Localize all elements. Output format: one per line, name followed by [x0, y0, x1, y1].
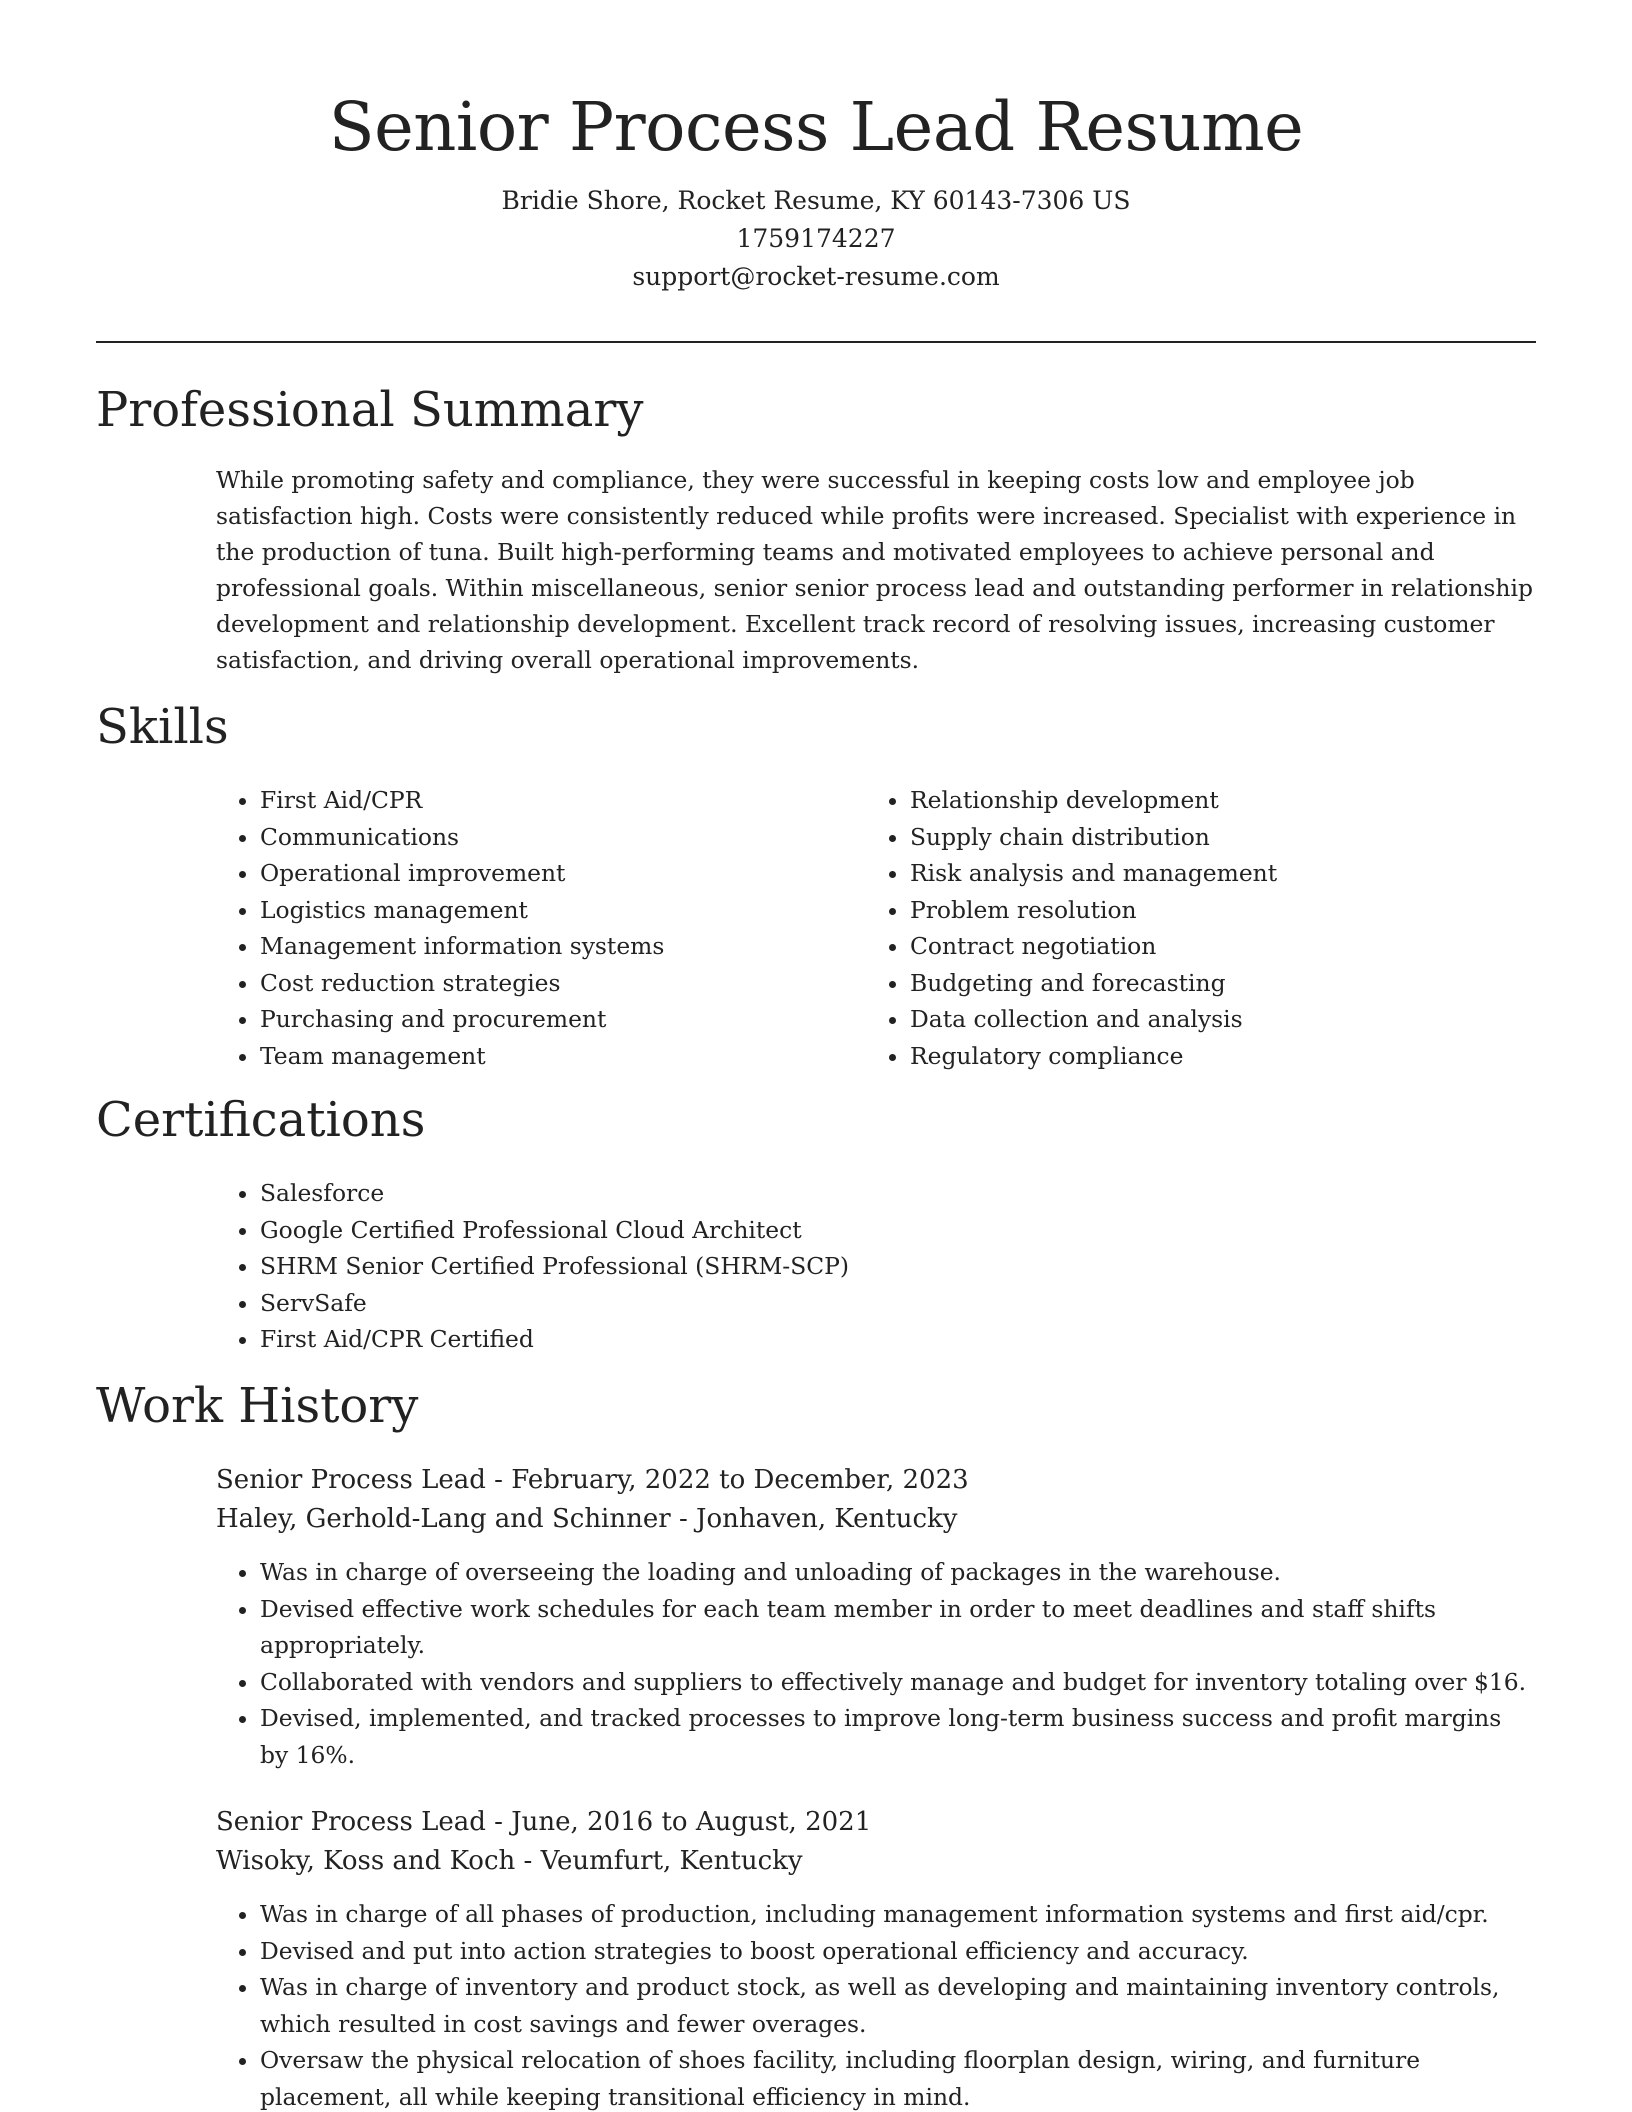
skills-column-right	[866, 782, 1506, 1074]
job-company-line	[216, 1842, 1536, 1881]
job-bullet: • Devised and put into action strategies to boost operational efficiency and accuracy.	[260, 1933, 1536, 1970]
summary-heading: Professional Summary	[96, 382, 644, 438]
skill-item: • First Aid/CPR	[260, 782, 856, 819]
skill-item: • Communications	[260, 819, 856, 856]
skill-item: • Regulatory compliance	[910, 1038, 1506, 1075]
skill-item: • Supply chain distribution	[910, 819, 1506, 856]
skill-item: • Cost reduction strategies	[260, 965, 856, 1002]
skill-item: • Budgeting and forecasting	[910, 965, 1506, 1002]
job-separator: -	[678, 1504, 697, 1534]
certification-item: • First Aid/CPR Certified	[260, 1321, 1536, 1358]
job-title-line	[216, 1803, 1536, 1842]
job-bullets	[216, 1896, 1536, 2112]
job-title-line	[216, 1461, 1536, 1500]
skill-item: • Operational improvement	[260, 855, 856, 892]
job-location: Veumfurt, Kentucky	[540, 1846, 803, 1876]
job-bullet: • Was in charge of overseeing the loading and unloading of packages in the warehouse.	[260, 1554, 1536, 1591]
summary-text: While promoting safety and compliance, they were successful in keeping costs low and employee job satisfaction high. Costs were consistently reduced while profits were increased. Specialist with experience in the production of tuna. Built high-performing teams and motivated employees to achieve personal and professional goals. Within miscellaneous, senior senior process lead and outstanding performer in relationship development and relationship development. Excellent track record of resolving issues, increasing customer satisfaction, and driving overall operational improvements.	[216, 466, 1533, 674]
job-bullet: • Devised, implemented, and tracked processes to improve long-term business success and profit margins by 16%.	[260, 1700, 1536, 1773]
job-bullets	[216, 1554, 1536, 1773]
skills-list-left	[216, 782, 856, 1074]
skills-heading: Skills	[96, 699, 229, 755]
job-dates: February, 2022 to December, 2023	[511, 1465, 969, 1495]
skills-list-right	[866, 782, 1506, 1074]
resume-title: Senior Process Lead Resume	[328, 88, 1304, 166]
skill-item: • Logistics management	[260, 892, 856, 929]
certification-item: • SHRM Senior Certified Professional (SHRM-SCP)	[260, 1248, 1536, 1285]
skill-item: • Contract negotiation	[910, 928, 1506, 965]
job-bullet: • Was in charge of inventory and product stock, as well as developing and maintaining inventory controls, which resulted in cost savings and fewer overages.	[260, 1969, 1536, 2042]
skill-item: • Problem resolution	[910, 892, 1506, 929]
certification-item: • Google Certified Professional Cloud Architect	[260, 1212, 1536, 1249]
skill-item: • Relationship development	[910, 782, 1506, 819]
skill-item: • Risk analysis and management	[910, 855, 1506, 892]
job-separator: -	[494, 1807, 512, 1837]
certification-item: • Salesforce	[260, 1175, 1536, 1212]
skills-column-left	[216, 782, 856, 1074]
skill-item: • Team management	[260, 1038, 856, 1075]
resume-header	[96, 82, 1536, 296]
skill-item: • Management information systems	[260, 928, 856, 965]
job-title: Senior Process Lead	[216, 1807, 486, 1837]
skill-item: • Purchasing and procurement	[260, 1001, 856, 1038]
skill-item: • Data collection and analysis	[910, 1001, 1506, 1038]
contact-address: Bridie Shore, Rocket Resume, KY 60143-7306 US	[501, 186, 1131, 215]
job-separator: -	[523, 1846, 541, 1876]
certification-item: • ServSafe	[260, 1285, 1536, 1322]
job-separator: -	[494, 1465, 512, 1495]
job-bullet: • Oversaw the physical relocation of shoes facility, including floorplan design, wiring, and furniture placement, all while keeping transitional efficiency in mind.	[260, 2042, 1536, 2112]
certifications-block	[216, 1175, 1536, 1358]
job-title: Senior Process Lead	[216, 1465, 486, 1495]
certifications-heading: Certifications	[96, 1092, 426, 1148]
work-history-heading: Work History	[96, 1378, 419, 1434]
job-bullet: • Collaborated with vendors and suppliers to effectively manage and budget for inventory totaling over $16.	[260, 1664, 1536, 1701]
job-company: Wisoky, Koss and Koch	[216, 1846, 516, 1876]
contact-block	[96, 182, 1536, 296]
certifications-list	[216, 1175, 1536, 1358]
header-divider	[96, 341, 1536, 343]
job-entry	[216, 1803, 1536, 2112]
job-bullet-list	[216, 1896, 1536, 2112]
job-entry	[216, 1461, 1536, 1773]
job-dates: June, 2016 to August, 2021	[511, 1807, 872, 1837]
job-company-line	[216, 1500, 1536, 1539]
contact-email: support@rocket-resume.com	[632, 262, 1000, 291]
contact-phone: 1759174227	[736, 224, 896, 253]
job-bullet: • Devised effective work schedules for each team member in order to meet deadlines and staff shifts appropriately.	[260, 1591, 1536, 1664]
job-company: Haley, Gerhold-Lang and Schinner	[216, 1504, 671, 1534]
job-bullet: • Was in charge of all phases of production, including management information systems and first aid/cpr.	[260, 1896, 1536, 1933]
job-bullet-list	[216, 1554, 1536, 1773]
job-location: Jonhaven, Kentucky	[696, 1504, 958, 1534]
